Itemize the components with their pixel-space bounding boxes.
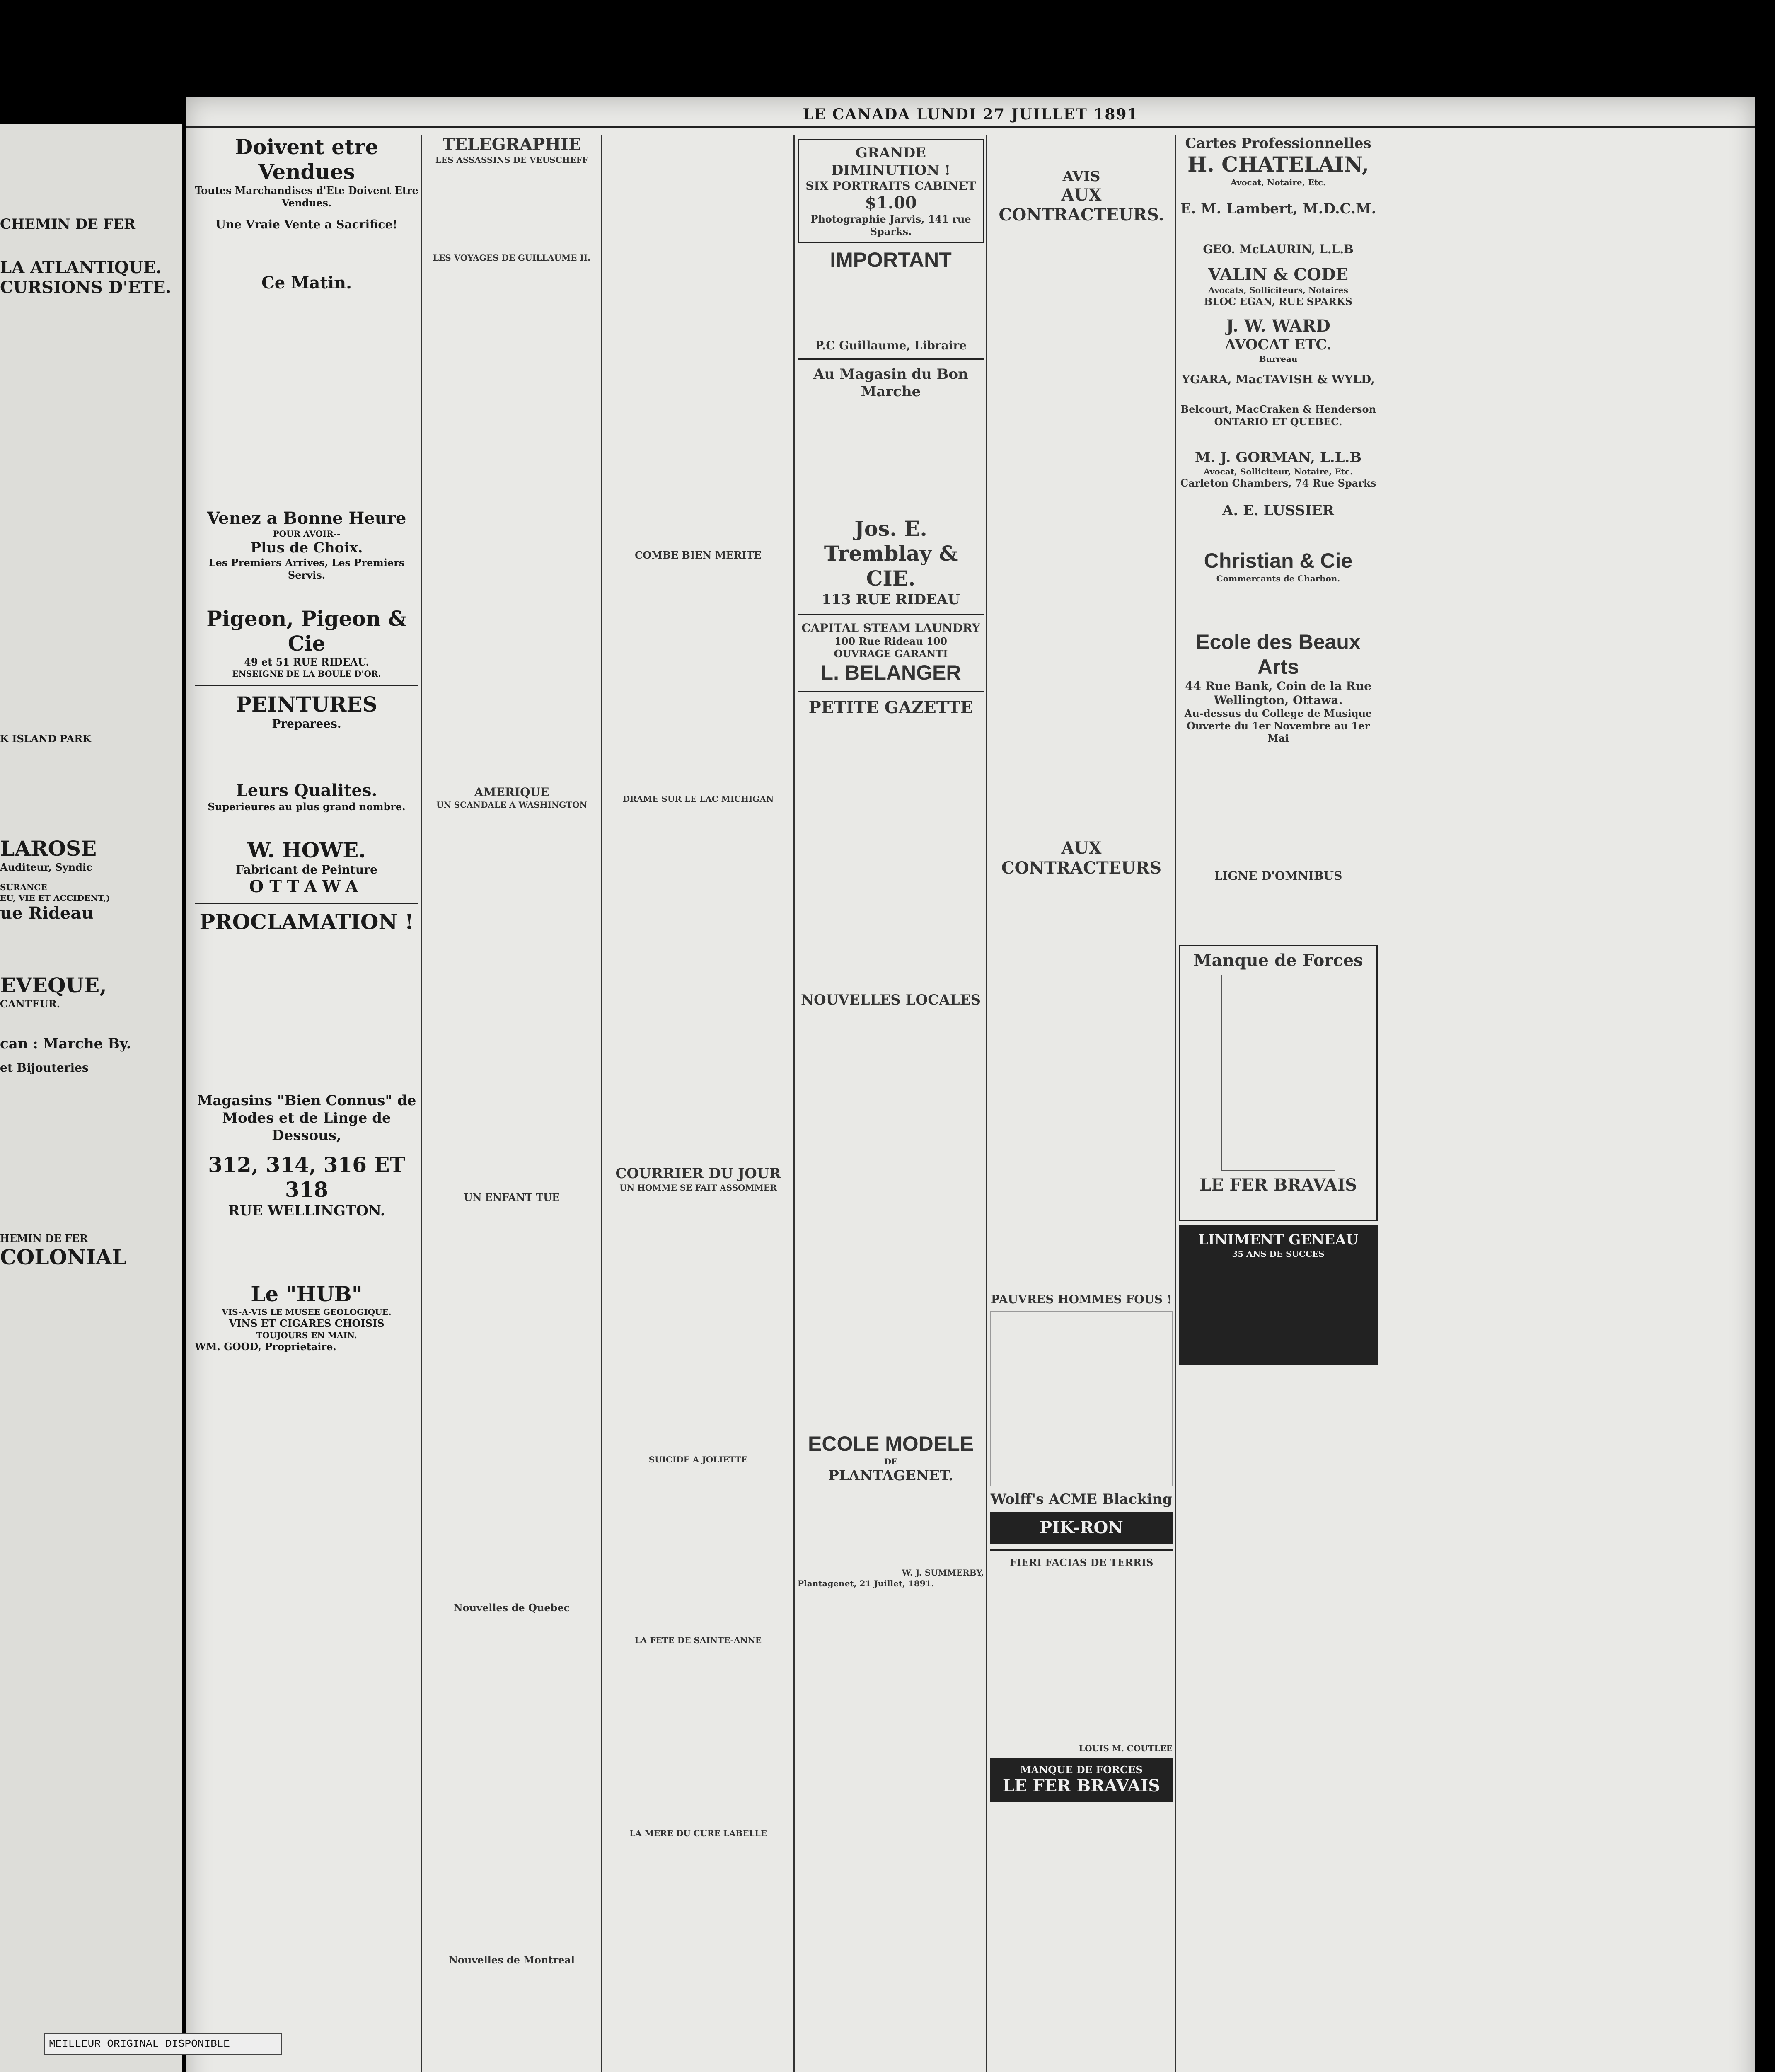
col2-text-3 xyxy=(425,810,599,1191)
col1-hub-sub3: TOUJOURS EN MAIN. xyxy=(256,1330,357,1340)
left-item-2: CURSIONS D'ETE. xyxy=(0,278,172,297)
col6-lambert: E. M. Lambert, M.D.C.M. xyxy=(1180,201,1376,217)
col1-howe: W. HOWE. xyxy=(247,838,366,862)
col4-text-4 xyxy=(798,1009,984,1431)
col6-ward-sub: AVOCAT ETC. xyxy=(1225,336,1332,353)
col4-h1: GRANDE DIMINUTION ! xyxy=(831,145,951,179)
col1-sale: Une Vraie Vente a Sacrifice! xyxy=(215,218,398,231)
illustration-image xyxy=(990,1311,1173,1486)
col5-separator xyxy=(990,1549,1173,1551)
col3-h7: LA MERE DU CURE LABELLE xyxy=(629,1828,767,1838)
col5-avis: AVIS xyxy=(1062,168,1100,185)
col4-gaz: PETITE GAZETTE xyxy=(808,698,973,717)
col4-h2: SIX PORTRAITS CABINET xyxy=(805,179,976,193)
left-item-0: CHEMIN DE FER xyxy=(0,216,136,232)
col6-arts-addr: 44 Rue Bank, Coin de la Rue Wellington, Ottawa. xyxy=(1185,679,1371,707)
col1-sub: Toutes Marchandises d'Ete Doivent Etre Vendues. xyxy=(195,184,418,209)
col4-text-2 xyxy=(798,400,984,516)
col4-trem-addr: 113 RUE RIDEAU xyxy=(821,591,960,608)
col1-street: RUE WELLINGTON. xyxy=(228,1203,385,1219)
col5-contr2: AUX CONTRACTEURS xyxy=(1001,838,1162,878)
left-item-5: Auditeur, Syndic xyxy=(0,861,92,873)
col4-laundry2: 100 Rue Rideau 100 xyxy=(834,635,948,647)
col1-text-4 xyxy=(195,934,418,1092)
col5-fieri: FIERI FACIAS DE TERRIS xyxy=(1009,1556,1154,1569)
left-item-7: EU, VIE ET ACCIDENT,) xyxy=(0,893,110,903)
col6-ward: J. W. WARD xyxy=(1226,316,1330,336)
col1-qual: Leurs Qualites. xyxy=(236,781,377,800)
col6-cartes: Cartes Professionnelles xyxy=(1185,135,1371,152)
col6-chat: H. CHATELAIN, xyxy=(1187,152,1369,177)
column-1 xyxy=(195,135,418,2072)
col6-ecole-arts: Ecole des Beaux Arts xyxy=(1196,630,1361,678)
col4-separator-3 xyxy=(798,691,984,692)
col2-title: TELEGRAPHIE xyxy=(442,135,581,154)
col1-text-5 xyxy=(195,1220,418,1282)
col1-howe-sub: Fabricant de Peinture xyxy=(236,863,377,876)
col3-h4: UN HOMME SE FAIT ASSOMMER xyxy=(619,1183,777,1193)
col5-fer: LE FER BRAVAIS xyxy=(1002,1776,1161,1796)
col6-arts-sub: Au-dessus du College de Musique xyxy=(1184,707,1372,719)
col1-sign: ENSEIGNE DE LA BOULE D'OR. xyxy=(232,669,381,679)
col3-text-5 xyxy=(605,1465,791,1635)
col1-pour: POUR AVOIR-- xyxy=(273,529,341,539)
column-3 xyxy=(605,135,791,2072)
col4-h4: Photographie Jarvis, 141 rue Sparks. xyxy=(810,213,971,237)
col4-garanti: OUVRAGE GARANTI xyxy=(834,648,948,660)
col1-come: Venez a Bonne Heure xyxy=(207,508,406,528)
col2-h5: UN ENFANT TUE xyxy=(464,1191,560,1203)
col5-contr: AUX CONTRACTEURS. xyxy=(999,185,1164,225)
col3-h3: COURRIER DU JOUR xyxy=(615,1165,781,1182)
col4-text-3 xyxy=(798,718,984,991)
col4-imp: IMPORTANT xyxy=(830,248,952,271)
col1-separator xyxy=(195,685,418,686)
photo-ad xyxy=(798,139,984,243)
column-5 xyxy=(990,135,1173,2072)
col4-de: DE xyxy=(884,1457,898,1467)
col4-laundry: CAPITAL STEAM LAUNDRY xyxy=(801,621,980,635)
column-rule xyxy=(421,135,422,2072)
col4-date: Plantagenet, 21 Juillet, 1891. xyxy=(798,1578,934,1588)
col4-bel: L. BELANGER xyxy=(820,661,961,684)
col1-text-1 xyxy=(195,232,418,273)
bravais-ad xyxy=(1179,945,1378,1221)
col2-text-4 xyxy=(425,1204,599,1602)
col6-lussier: A. E. LUSSIER xyxy=(1222,502,1334,519)
col1-hub-sub: VIS-A-VIS LE MUSEE GEOLOGIQUE. xyxy=(222,1307,392,1317)
col6-valin-addr: BLOC EGAN, RUE SPARKS xyxy=(1204,295,1352,307)
col6-belcourt: Belcourt, MacCraken & Henderson xyxy=(1180,403,1376,415)
column-rule xyxy=(793,135,795,2072)
col6-ontario: ONTARIO ET QUEBEC. xyxy=(1214,416,1342,428)
col6-christian: Christian & Cie xyxy=(1204,549,1353,572)
horse-image xyxy=(1185,1259,1372,1359)
left-item-14: COLONIAL xyxy=(0,1245,127,1269)
col6-carleton: Carleton Chambers, 74 Rue Sparks xyxy=(1180,477,1376,489)
col2-h3: AMERIQUE xyxy=(474,785,549,799)
col2-h4: UN SCANDALE A WASHINGTON xyxy=(436,800,587,810)
left-item-4: LAROSE xyxy=(0,836,97,861)
left-item-3: K ISLAND PARK xyxy=(0,733,92,745)
col6-valin: VALIN & CODE xyxy=(1208,265,1349,284)
col2-text-1 xyxy=(425,165,599,252)
col6-omnibus: LIGNE D'OMNIBUS xyxy=(1214,869,1342,883)
col4-trem: Jos. E. Tremblay & CIE. xyxy=(824,516,958,591)
col6-ygara: YGARA, MacTAVISH & WYLD, xyxy=(1182,373,1375,386)
col1-shop: Pigeon, Pigeon & Cie xyxy=(206,606,407,656)
col2-h1: LES ASSASSINS DE VEUSCHEFF xyxy=(435,155,588,165)
left-item-11: can : Marche By. xyxy=(0,1036,131,1052)
col1-hub-sub2: VINS ET CIGARES CHOISIS xyxy=(229,1317,385,1329)
col4-ecole: ECOLE MODELE xyxy=(808,1432,974,1455)
col4-bon: Au Magasin du Bon Marche xyxy=(813,366,968,400)
col6-chat-sub: Avocat, Notaire, Etc. xyxy=(1230,177,1326,187)
col1-paint: PEINTURES xyxy=(236,692,377,716)
column-6 xyxy=(1179,135,1378,2072)
col3-h2: DRAME SUR LE LAC MICHIGAN xyxy=(622,794,774,804)
col4-guill: P.C Guillaume, Libraire xyxy=(815,339,967,352)
col3-h5: SUICIDE A JOLIETTE xyxy=(648,1455,748,1464)
col6-text-2 xyxy=(1179,883,1378,941)
col5-text-3 xyxy=(990,1569,1173,1743)
col4-plant: PLANTAGENET. xyxy=(828,1467,953,1484)
left-item-13: HEMIN DE FER xyxy=(0,1232,88,1244)
col6-arts-open: Ouverte du 1er Novembre au 1er Mai xyxy=(1186,720,1370,744)
col1-choice: Plus de Choix. xyxy=(250,540,363,556)
col1-first: Les Premiers Arrives, Les Premiers Servis. xyxy=(208,557,405,581)
col1-separator-2 xyxy=(195,903,418,904)
col6-liniment: LINIMENT GENEAU xyxy=(1198,1232,1359,1248)
column-rule xyxy=(601,135,602,2072)
col5-text-2 xyxy=(990,878,1173,1293)
col3-h6: LA FETE DE SAINTE-ANNE xyxy=(634,1635,762,1645)
col6-mclaurin: GEO. McLAURIN, L.L.B xyxy=(1203,242,1354,256)
column-4 xyxy=(798,135,984,2072)
col5-pik: PIK-RON xyxy=(990,1512,1173,1544)
col4-text-1 xyxy=(798,272,984,339)
col1-text-2 xyxy=(195,293,418,508)
col1-hub: Le "HUB" xyxy=(251,1282,363,1306)
col1-title: Doivent etre Vendues xyxy=(235,135,379,184)
col3-text-4 xyxy=(605,1193,791,1454)
masthead: LE CANADA LUNDI 27 JUILLET 1891 xyxy=(803,106,1139,123)
left-page-fragment xyxy=(0,124,182,2072)
col1-mag: Magasins "Bien Connus" de Modes et de Linge de Dessous, xyxy=(197,1092,416,1144)
left-item-1: LA ATLANTIQUE. xyxy=(0,258,162,277)
col6-manque: Manque de Forces xyxy=(1193,951,1363,970)
col1-procl: PROCLAMATION ! xyxy=(199,910,414,934)
left-item-6: SURANCE xyxy=(0,882,47,892)
col1-nums: 312, 314, 316 ET 318 xyxy=(208,1152,405,1202)
col1-qual-sub: Superieures au plus grand nombre. xyxy=(208,801,406,813)
quality-label: MEILLEUR ORIGINAL DISPONIBLE xyxy=(44,2033,282,2055)
col6-valin-sub: Avocats, Solliciteurs, Notaires xyxy=(1208,285,1348,295)
col4-text-5 xyxy=(798,1484,984,1567)
col5-acme: Wolff's ACME Blacking xyxy=(990,1491,1173,1508)
col2-h2: LES VOYAGES DE GUILLAUME II. xyxy=(433,253,591,263)
col1-hub-owner xyxy=(195,1341,418,1353)
col3-text-3 xyxy=(605,804,791,1165)
col3-text-6 xyxy=(605,1646,791,1828)
col6-fer2: LE FER BRAVAIS xyxy=(1199,1175,1357,1195)
col2-h7: Nouvelles de Montreal xyxy=(448,1954,575,1966)
col6-christian-sub: Commercants de Charbon. xyxy=(1216,574,1340,583)
col5-text-1 xyxy=(990,225,1173,813)
col2-text-2 xyxy=(425,263,599,785)
col1-addr: 49 et 51 RUE RIDEAU. xyxy=(244,656,369,668)
col2-h6: Nouvelles de Quebec xyxy=(453,1602,570,1614)
col1-city: OTTAWA xyxy=(249,877,364,896)
col1-prep: Preparees. xyxy=(272,717,341,731)
col1-hub-owner-name: WM. GOOD, xyxy=(195,1341,261,1353)
col2-text-5 xyxy=(425,1614,599,1954)
col1-hub-role: Proprietaire. xyxy=(265,1341,336,1353)
left-item-12: et Bijouteries xyxy=(0,1061,89,1075)
col6-liniment-sub: 35 ANS DE SUCCES xyxy=(1232,1249,1325,1259)
col5-pauvres: PAUVRES HOMMES FOUS ! xyxy=(991,1293,1172,1306)
col6-ward-addr: Burreau xyxy=(1259,354,1298,364)
col6-text-1 xyxy=(1179,745,1378,869)
col6-gorman: M. J. GORMAN, L.L.B xyxy=(1195,449,1362,466)
masthead-rule xyxy=(186,126,1755,128)
col5-forces: MANQUE DE FORCES xyxy=(1020,1764,1143,1776)
liniment-ad xyxy=(1179,1225,1378,1365)
bottle-image xyxy=(1221,975,1335,1171)
newspaper-page xyxy=(186,97,1755,2072)
col4-h3: $1.00 xyxy=(865,193,917,213)
col4-separator-2 xyxy=(798,614,984,615)
column-rule xyxy=(1175,135,1176,2072)
column-rule xyxy=(986,135,987,2072)
col6-gorman-sub: Avocat, Solliciteur, Notaire, Etc. xyxy=(1203,467,1353,477)
col3-text-1 xyxy=(605,135,791,549)
left-item-9: EVEQUE, xyxy=(0,973,107,997)
col1-text-3 xyxy=(195,731,418,781)
col3-h1: COMBE BIEN MERITE xyxy=(635,549,762,561)
col5-signed: LOUIS M. COUTLEE xyxy=(1079,1743,1173,1753)
col4-nouv: NOUVELLES LOCALES xyxy=(800,992,981,1008)
col1-morning: Ce Matin. xyxy=(261,273,352,293)
col4-separator xyxy=(798,358,984,360)
col5-forces-ad xyxy=(990,1758,1173,1802)
left-item-8: ue Rideau xyxy=(0,903,94,923)
left-item-10: CANTEUR. xyxy=(0,998,60,1010)
col3-text-2 xyxy=(605,562,791,794)
column-2 xyxy=(425,135,599,2072)
col4-sig: W. J. SUMMERBY, xyxy=(902,1568,984,1578)
